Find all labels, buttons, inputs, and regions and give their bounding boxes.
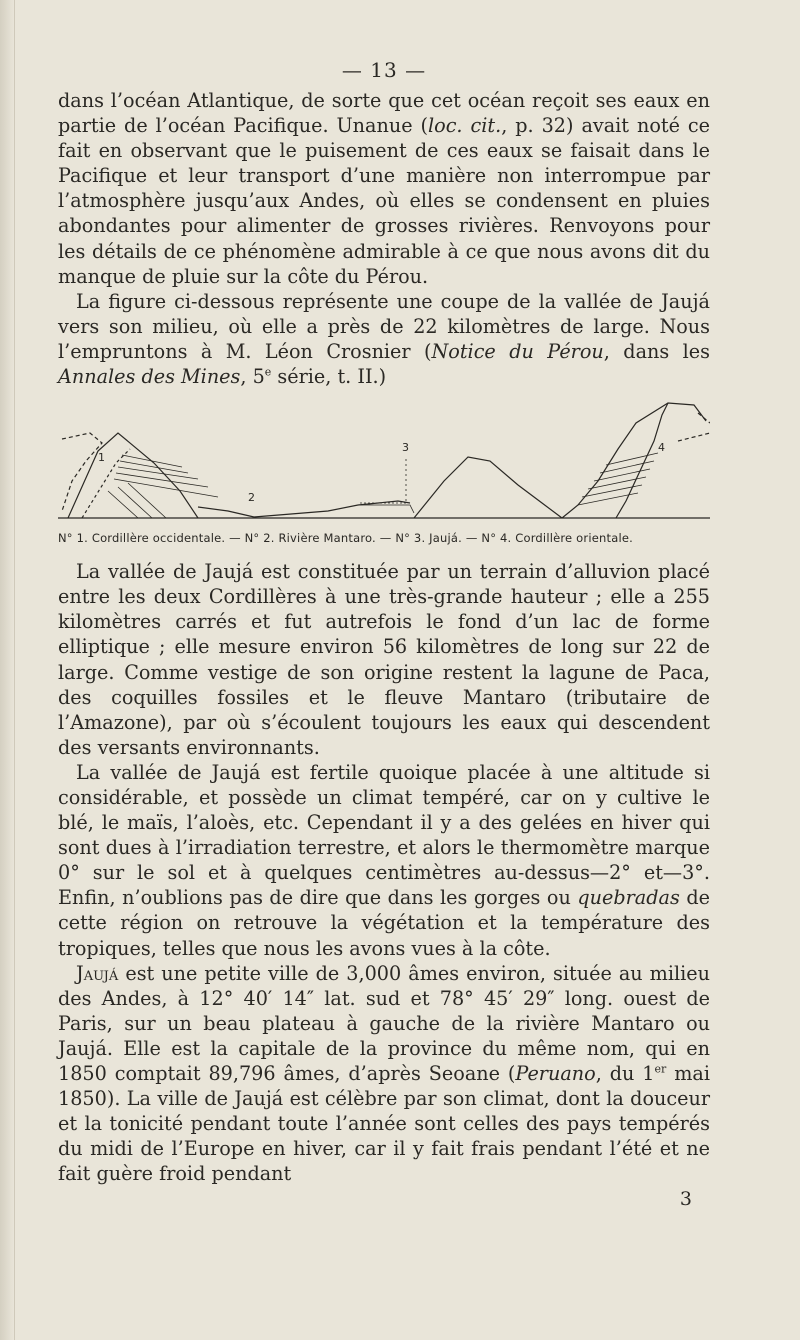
para1-text: dans l’océan Atlantique, de sorte que cet océan reçoit ses eaux en partie de l’océan Pacifique. Unanue (	[58, 89, 710, 138]
para1-text-b: , p. 32) avait noté ce fait en observant que le puisement de ces eaux se faisait dans le Pacifique et leur transport d’une manière non interrompue par l’atmosphère jusqu’aux Andes, où elles se condensent en pluies abondantes pour alimenter de grosses rivières. Renvoyons pour les détails de ce phénomène admirable à ce que nous avons dit du manque de pluie sur la côte du Pérou.	[58, 114, 710, 288]
cordillera-east-outline	[562, 403, 706, 518]
page-number: — 13 —	[341, 58, 427, 82]
valley-cross-section-drawing	[58, 401, 710, 521]
paragraph-4	[58, 760, 710, 961]
para2-sup: e	[264, 365, 272, 379]
signature-mark: 3	[679, 1188, 692, 1211]
figure-label-2: 2	[248, 491, 255, 505]
figure-label-3: 3	[402, 441, 409, 455]
term-quebradas: quebradas	[577, 886, 680, 910]
para4-text: La vallée de Jaujá est fertile quoique placée à une altitude si considérable, et possède un climat tempéré, car on y cultive le blé, le maïs, l’aloès, etc. Cependant il y a des gelées en hiver qui sont dues à l’irradiation terrestre, et alors le thermomètre marque 0° sur le sol et à quelques centimètres au-dessus—2° et—3°. Enfin, n’oublions pas de dire que dans les gorges ou	[58, 760, 710, 910]
para2-text-b: , dans les	[603, 339, 710, 363]
strata-east	[578, 453, 658, 505]
cordillera-east-dashed	[678, 413, 710, 441]
river-mantaro-trough	[198, 507, 254, 517]
citation-annales: Annales des Mines	[58, 365, 241, 389]
valley-alluvium	[358, 505, 414, 513]
paragraph-3: La vallée de Jaujá est constituée par un terrain d’alluvion placé entre les deux Cordillères à une très-grande hauteur ; elle a 255 kilomètres carrés et fut autrefois le fond d’un lac de forme elliptique ; elle mesure environ 56 kilomètres de long sur 22 de large. Comme vestige de son origine restent la lagune de Paca, des coquilles fossiles et le fleuve Mantaro (tributaire de l’Amazone), par où s’écoulent toujours les eaux qui descendent des versants environnants.	[58, 560, 710, 759]
page-edge	[0, 0, 15, 1340]
para5-text-b: , du 1	[595, 1062, 655, 1085]
cordillera-west-inner	[82, 449, 130, 518]
figure-label-4: 4	[658, 441, 665, 455]
para5-text: est une petite ville de 3,000 âmes environ, située au milieu des Andes, à 12° 40′ 14″ lat. sud et 78° 45′ 29″ long. ouest de Paris, sur un beau plateau à gauche de la rivière Mantaro ou Jaujá. Elle est la capitale de la province du même nom, qui en 1850 comptait 89,796 âmes, d’après Seoane (	[58, 961, 710, 1085]
paragraph-1	[58, 88, 710, 289]
para2-text: La figure ci-dessous représente une coupe de la vallée de Jaujá vers son milieu, où elle a près de 22 kilomètres de large. Nous l’empruntons à M. Léon Crosnier (	[58, 289, 710, 363]
figure-label-1: 1	[98, 451, 105, 465]
hatch-west	[108, 483, 166, 518]
para5-text-c: mai 1850). La ville de Jaujá est célèbre par son climat, dont la douceur et la tonicité pendant toute l’année sont celles des pays tempérés du midi de l’Europe en hiver, car il y fait frais pendant l’été et ne fait guère froid pendant	[58, 1062, 710, 1186]
figure-caption: N° 1. Cordillère occidentale. — N° 2. Rivière Mantaro. — N° 3. Jaujá. — N° 4. Cordillère orientale.	[58, 531, 633, 546]
para2-text-d: série, t. II.)	[271, 365, 387, 389]
citation-peruano: Peruano	[515, 1062, 596, 1085]
paragraph-2	[58, 289, 710, 389]
page-body	[58, 58, 710, 1210]
valley-floor	[254, 501, 410, 517]
para5-sup: er	[654, 1062, 667, 1076]
citation-loc-cit: loc. cit.	[428, 114, 502, 138]
para4-text-b: de cette région on retrouve la végétation et la température des tropiques, telles que nous les avons vues à la côte.	[58, 886, 710, 960]
central-ridge	[414, 457, 562, 518]
para2-text-c: , 5	[240, 365, 265, 389]
valley-cross-section-figure	[58, 401, 710, 545]
cordillera-west-dashed	[62, 433, 102, 511]
paragraph-5	[58, 961, 710, 1187]
citation-notice: Notice du Pérou	[431, 339, 604, 363]
town-name-jauja: Jaujá	[76, 961, 119, 985]
